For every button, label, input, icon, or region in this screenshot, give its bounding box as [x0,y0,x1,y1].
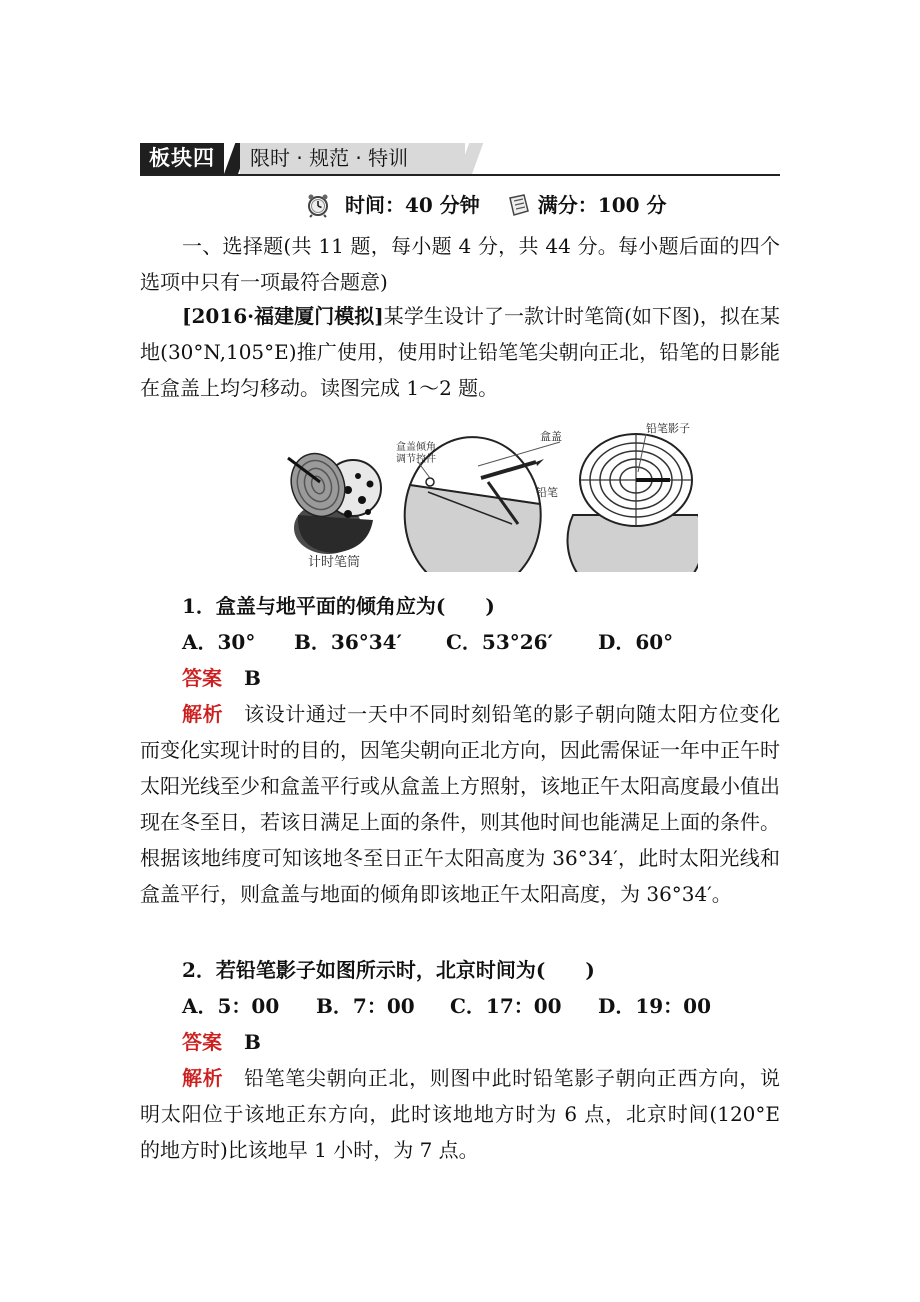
question-context [140,298,780,406]
section-banner [140,143,780,176]
option-d: D．60° [598,630,674,654]
option-c: C．17：00 [450,994,562,1018]
source-tag: [2016·福建厦门模拟] [182,304,384,328]
exam-paper-icon [506,192,532,218]
pen-holder-figure [278,420,698,572]
figure-label-lid-control: 盒盖倾角 调节控件 [396,442,436,465]
analysis-label: 解析 [182,702,224,726]
time-score-row [305,186,667,220]
option-a: A．5：00 [182,994,280,1018]
section-title: 限时 · 规范 · 特训 [240,143,465,174]
figure-label-lid: 盒盖 [540,431,562,443]
banner-rule [140,174,780,176]
question-1-analysis [140,696,780,912]
question-2-answer [182,1024,782,1060]
full-score: 满分：100 分 [537,192,667,217]
context-text: 某学生设计了一款计时笔筒(如下图)，拟在某地(30°N,105°E)推广使用，使用时让铅笔笔尖朝向正北，铅笔的日影能在盒盖上均匀移动。读图完成 1～2 题。 [140,304,780,400]
question-2-analysis [140,1060,780,1168]
question-2-stem: 2．若铅笔影子如图所示时，北京时间为( ) [182,958,595,982]
analysis-text: 铅笔笔尖朝向正北，则图中此时铅笔影子朝向正西方向，说明太阳位于该地正东方向，此时该地地方时为 6 点，北京时间(120°E 的地方时)比该地早 1 小时，为 7 点。 [140,1066,781,1162]
question-1-options [182,624,673,660]
answer-value: B [244,666,261,690]
question-2-options [182,988,711,1024]
analysis-text: 该设计通过一天中不同时刻铅笔的影子朝向随太阳方位变化而变化实现计时的目的，因笔尖朝向正北方向，因此需保证一年中正午时太阳光线至少和盒盖平行或从盒盖上方照射，该地正午太阳高度最小值出现在冬至日，若该日满足上面的条件，则其他时间也能满足上面的条件。根据该地纬度可知该地冬至日正午太阳高度为 36°34′，此时太阳光线和盒盖平行，则盒盖与地面的倾角即该地正午太阳高度，为 36°34′。 [140,702,781,906]
top-view-diagram [568,434,699,572]
figure-label-pencil: 铅笔 [536,487,558,499]
figure-label-shadow: 铅笔影子 [646,423,690,435]
pen-holder-photo [283,446,381,554]
answer-label: 答案 [182,1030,222,1054]
question-1-stem: 1．盒盖与地平面的倾角应为( ) [182,594,495,618]
option-c: C．53°26′ [446,630,553,654]
section-label: 板块四 [140,143,224,174]
answer-value: B [244,1030,261,1054]
option-b: B．7：00 [316,994,415,1018]
section-instructions: 一、选择题(共 11 题，每小题 4 分，共 44 分。每小题后面的四个选项中只有一项最符合题意) [140,234,780,294]
analysis-label: 解析 [182,1066,224,1090]
option-d: D．19：00 [598,994,712,1018]
answer-label: 答案 [182,666,222,690]
option-a: A．30° [182,630,256,654]
time-limit: 时间：40 分钟 [345,192,480,217]
option-b: B．36°34′ [294,630,402,654]
question-1-answer [182,660,782,696]
alarm-clock-icon [305,192,331,218]
figure-caption-pen-holder: 计时笔筒 [308,554,361,569]
